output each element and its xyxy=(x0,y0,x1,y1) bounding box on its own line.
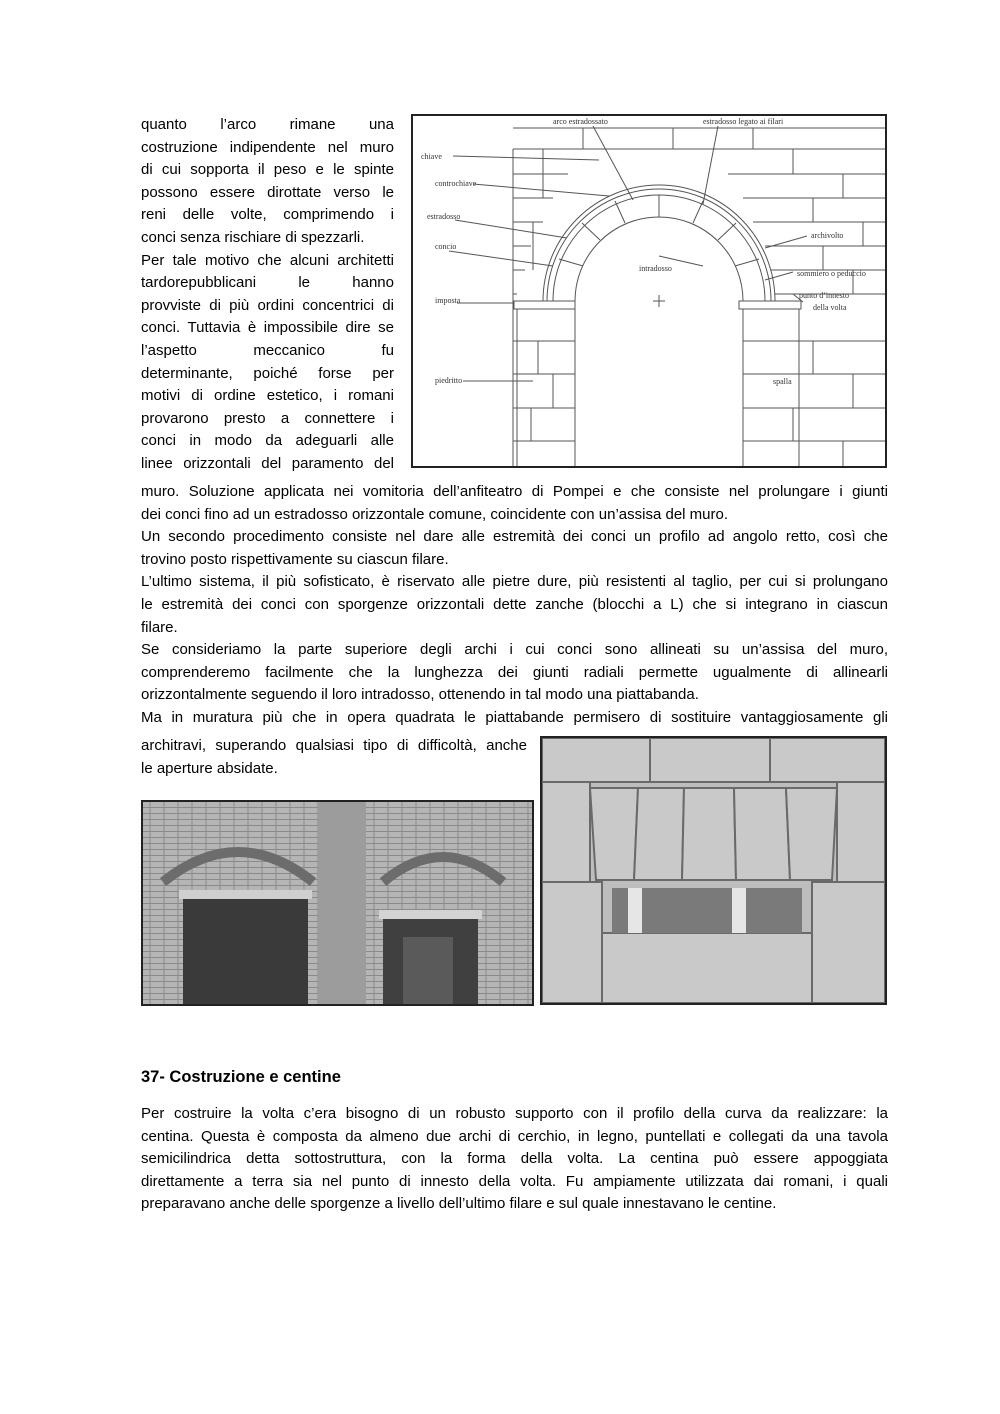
label-spalla: spalla xyxy=(773,377,792,386)
text-line: possono essere dirottate verso le xyxy=(141,183,394,201)
text-line: preparavano anche delle sporgenze a livello dell’ultimo filare e sul quale innestavano le centine. xyxy=(141,1195,777,1213)
label-della-volta: della volta xyxy=(813,303,847,312)
label-imposta: imposta xyxy=(435,296,461,305)
label-arco-estradossato: arco estradossato xyxy=(553,117,608,126)
text-line: filare. xyxy=(141,618,178,636)
text-line: provviste di più ordini concentrici di xyxy=(141,296,394,314)
text-line: trovino posto rispettivamente su ciascun filare. xyxy=(141,550,449,568)
text-line: Per costruire la volta c’era bisogno di un robusto supporto con il profilo della curva da realizzare: la xyxy=(141,1105,888,1122)
label-estradosso-legato: estradosso legato ai filari xyxy=(703,117,784,126)
text-line: direttamente a terra sia nel punto di innesto della volta. Fu ampiamente utilizzata dai romani, i quali xyxy=(141,1172,888,1190)
text-line: Ma in muratura più che in opera quadrata le piattabande permisero di sostituire vantaggiosamente gli xyxy=(141,708,888,726)
label-sommiero: sommiero o peduccio xyxy=(797,269,866,278)
text-line: reni delle volte, comprimendo i xyxy=(141,206,394,224)
text-line: provarono presto a connettere i xyxy=(141,409,394,427)
text-line: l’aspetto meccanico fu xyxy=(141,341,394,359)
text-line: tardorepubblicani le hanno xyxy=(141,274,394,292)
arch-diagram xyxy=(411,114,887,468)
text-line: semicilindrica detta sottostruttura, con la forma della volta. La centina può essere appoggiata xyxy=(141,1150,888,1168)
label-archivolto: archivolto xyxy=(811,231,844,240)
stone-lintel-image xyxy=(542,738,885,1003)
text-line: le aperture absidate. xyxy=(141,759,278,777)
short-paragraph xyxy=(141,735,527,780)
text-line: quanto l’arco rimane una xyxy=(141,116,394,133)
label-piedritto: piedritto xyxy=(435,376,463,385)
section-heading: 37- Costruzione e centine xyxy=(141,1068,341,1086)
text-line: Un secondo procedimento consiste nel dare alle estremità dei conci un profilo ad angolo retto, così che xyxy=(141,528,888,546)
label-chiave: chiave xyxy=(421,152,442,161)
section-paragraph xyxy=(141,1103,888,1216)
brick-openings-image xyxy=(143,802,532,1004)
text-line: orizzontalmente seguendo il loro intradosso, ottenendo in tal modo una piattabanda. xyxy=(141,686,699,704)
text-line: muro. Soluzione applicata nei vomitoria dell’anfiteatro di Pompei e che consiste nel prolungare i giunti xyxy=(141,483,888,500)
text-line: conci in modo da adeguarli alle xyxy=(141,432,394,450)
text-line: L’ultimo sistema, il più sofisticato, è riservato alle pietre dure, più resistenti al taglio, per cui si prolungano xyxy=(141,573,888,591)
text-line: costruzione indipendente nel muro xyxy=(141,138,394,156)
label-estradosso: estradosso xyxy=(427,212,461,221)
text-line: determinante, poiché forse per xyxy=(141,364,394,382)
text-line: le estremità dei conci con sporgenze orizzontali dette zanche (blocchi a L) che si integrano in ciascun xyxy=(141,595,888,613)
text-line: di cui sopporta il peso e le spinte xyxy=(141,161,394,179)
text-line: Se consideriamo la parte superiore degli archi i cui conci sono allineati su un’assisa del muro, xyxy=(141,641,888,659)
text-line: conci. Tuttavia è impossibile dire se xyxy=(141,319,394,337)
label-punto-innesto: punto d’innesto xyxy=(799,291,849,300)
wrap-paragraph xyxy=(141,114,394,476)
stone-lintel-photo xyxy=(540,736,887,1005)
text-line: dei conci fino ad un estradosso orizzontale comune, coincidente con un’assisa del muro. xyxy=(141,505,729,523)
brick-openings-photo xyxy=(141,800,534,1006)
arch-diagram-drawing xyxy=(413,116,885,466)
text-line: conci senza rischiare di spezzarli. xyxy=(141,228,365,246)
text-line: centina. Questa è composta da almeno due archi di cerchio, in legno, puntellati e collegati da una tavola xyxy=(141,1127,888,1145)
text-line: motivi di ordine estetico, i romani xyxy=(141,387,394,405)
text-line: architravi, superando qualsiasi tipo di difficoltà, anche xyxy=(141,737,527,754)
label-intradosso: intradosso xyxy=(639,264,672,273)
label-concio: concio xyxy=(435,242,457,251)
label-controchiave: controchiave xyxy=(435,179,477,188)
full-paragraph xyxy=(141,481,888,730)
text-line: linee orizzontali del paramento del xyxy=(141,454,394,472)
text-line: comprenderemo facilmente che la lunghezza dei giunti radiali permette ugualmente di allinearli xyxy=(141,663,888,681)
text-line: Per tale motivo che alcuni architetti xyxy=(141,251,394,269)
